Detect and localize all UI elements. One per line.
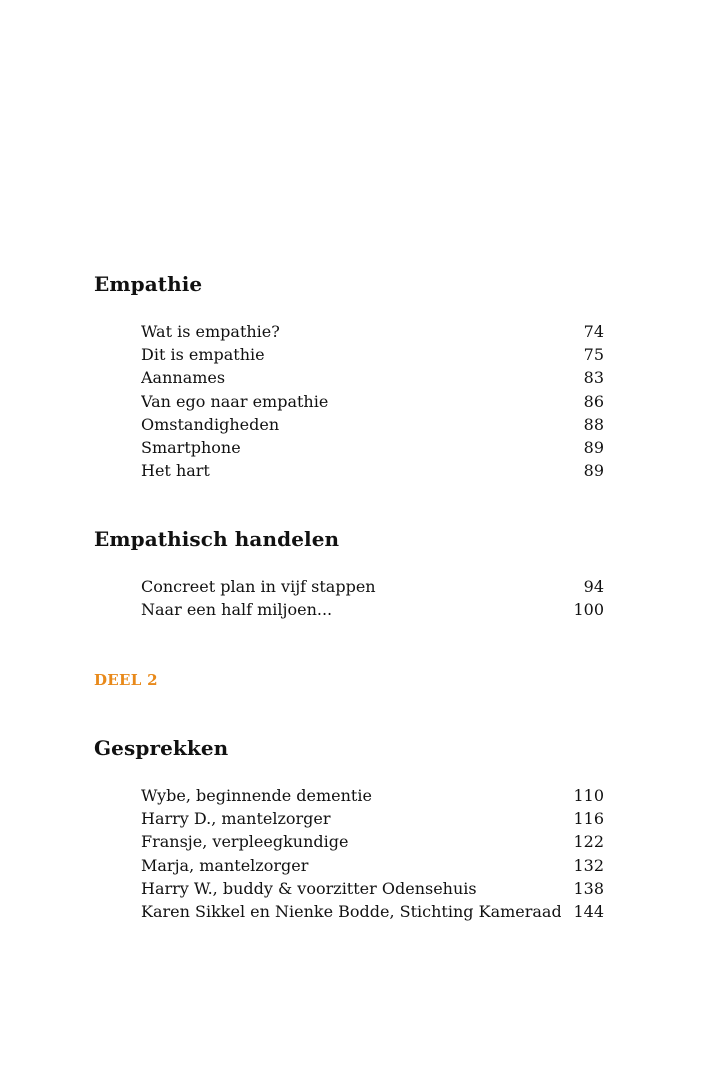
toc-entry-title: Harry D., mantelzorger (141, 809, 331, 829)
toc-entry[interactable] (141, 854, 604, 877)
toc-entry[interactable] (141, 900, 604, 923)
toc-entry-title: Van ego naar empathie (141, 391, 329, 411)
toc-entry-title: Harry W., buddy & voorzitter Odensehuis (141, 878, 477, 898)
toc-entry-title: Het hart (141, 461, 210, 481)
toc-entry-page: 94 (583, 577, 604, 596)
toc-entry[interactable] (141, 390, 604, 413)
toc-entry-page: 83 (583, 368, 604, 388)
toc-list-empathie (141, 320, 604, 482)
toc-entry-title: Omstandigheden (141, 414, 280, 434)
toc-entry-title: Karen Sikkel en Nienke Bodde, Stichting Kameraad (141, 901, 562, 921)
toc-entry-page: 132 (573, 855, 604, 875)
toc-entry-page: 100 (573, 600, 604, 620)
toc-entry-title: Wat is empathie? (141, 322, 280, 341)
toc-entry-page: 89 (583, 437, 604, 457)
section-title-empathisch-handelen: Empathisch handelen (94, 527, 340, 551)
toc-entry[interactable] (141, 459, 604, 482)
toc-entry-page: 75 (583, 345, 604, 365)
toc-list-gesprekken (141, 784, 604, 923)
toc-entry-page: 144 (573, 901, 604, 921)
toc-entry[interactable] (141, 807, 604, 830)
toc-entry-title: Concreet plan in vijf stappen (141, 577, 376, 596)
toc-entry-page: 74 (583, 322, 604, 341)
toc-entry[interactable] (141, 343, 604, 366)
toc-entry[interactable] (141, 598, 604, 621)
toc-entry-title: Aannames (141, 368, 226, 388)
section-title-empathie: Empathie (94, 272, 203, 296)
toc-entry-page: 138 (573, 878, 604, 898)
toc-entry-title: Wybe, beginnende dementie (141, 786, 372, 805)
section-title-gesprekken: Gesprekken (94, 736, 229, 760)
toc-entry-page: 86 (583, 391, 604, 411)
toc-entry[interactable] (141, 830, 604, 853)
toc-entry[interactable] (141, 320, 604, 343)
toc-entry-page: 122 (573, 832, 604, 852)
toc-entry-title: Smartphone (141, 437, 241, 457)
toc-entry[interactable] (141, 784, 604, 807)
toc-entry-page: 88 (583, 414, 604, 434)
toc-entry-title: Naar een half miljoen... (141, 600, 333, 620)
toc-entry[interactable] (141, 413, 604, 436)
part-label: DEEL 2 (94, 671, 158, 689)
toc-entry-title: Dit is empathie (141, 345, 265, 365)
toc-entry[interactable] (141, 877, 604, 900)
toc-list-empathisch-handelen (141, 575, 604, 621)
toc-entry-title: Fransje, verpleegkundige (141, 832, 349, 852)
toc-entry-title: Marja, mantelzorger (141, 855, 309, 875)
toc-entry-page: 116 (573, 809, 604, 829)
toc-entry-page: 110 (573, 786, 604, 805)
toc-entry-page: 89 (583, 461, 604, 481)
toc-entry[interactable] (141, 366, 604, 389)
toc-entry[interactable] (141, 436, 604, 459)
toc-entry[interactable] (141, 575, 604, 598)
